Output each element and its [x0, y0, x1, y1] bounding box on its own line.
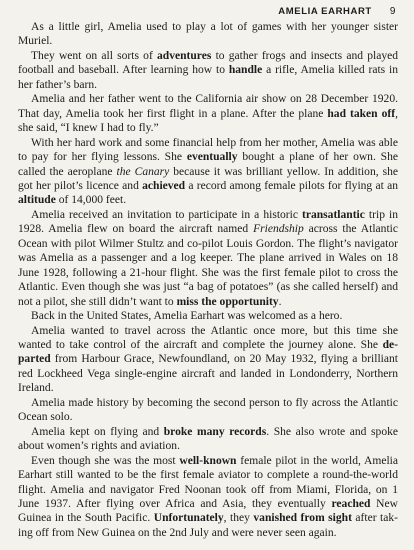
text-run: trip in 1928. Amelia flew on board the aircraft named [18, 208, 398, 236]
text-run: a record among female pilots for flying at an [185, 179, 398, 192]
text-run: to gather frogs and insects and played football and baseball. After learning how to [18, 49, 398, 77]
paragraph [18, 425, 398, 454]
bold-term: adventures [157, 49, 212, 62]
text-run: Amelia made history by becoming the second person to fly across the Atlantic Ocean solo. [18, 396, 398, 424]
text-run: As a little girl, Amelia used to play a lot of games with her younger sister Muriel. [18, 21, 398, 48]
paragraph [18, 324, 398, 396]
italic-name: Friendship [253, 223, 304, 236]
text-run: Amelia received an invitation to participate in a historic [31, 208, 303, 221]
bold-term: eventually [186, 151, 238, 164]
italic-name: the Canary [116, 165, 170, 178]
bold-term: handle [228, 64, 263, 77]
bold-term: altitude [18, 194, 56, 207]
paragraph [18, 454, 398, 541]
bold-term: achieved [142, 179, 186, 192]
text-run: , they [223, 512, 254, 525]
bold-term: had taken off [327, 107, 396, 120]
text-run: after taking off from New Guinea on the 2nd July and were never seen again. [18, 512, 399, 539]
chapter-title: AMELIA EARHART [278, 6, 372, 17]
text-run: They went on all sorts of [31, 49, 158, 62]
paragraph [18, 136, 398, 208]
text-run: across the Atlantic Ocean with pilot Wilmer Stultz and co-pilot Louis Gordon. The flight’s navigator was Amelia as a passenger and a log keeper. The plane arrived in Wales on 18 June 1928, following a 21-hour flight. She was the first female pilot to cross the Atlantic. Even though she was just “a bag of potatoes” (as she called herself) and not a pilot, she still didn’t want to [18, 223, 398, 308]
bold-term: well-known [179, 454, 237, 467]
paragraph [18, 49, 398, 92]
text-run: because it was brilliant yellow. In addition, she got her pilot’s licence and [18, 165, 398, 192]
paragraph [18, 309, 398, 323]
bold-term: broke many records [163, 425, 267, 438]
bold-term: transatlantic [302, 208, 365, 221]
text-run: , she said, “I knew I had to fly.” [18, 107, 398, 135]
text-run: . [278, 295, 282, 308]
text-run: a rifle, Amelia killed rats in her father’s barn. [18, 64, 398, 91]
running-header [18, 4, 396, 20]
text-run: female pilot in the world, Amelia Earhart still wanted to be the first female aviator to complete a round-the-world flight. Amelia and navigator Fred Noonan took off from Miami, Florida, on 1 June 1937. After flying over Africa and Asia, they eventually [18, 454, 398, 510]
text-run: Amelia kept on flying and [31, 425, 164, 438]
body-text [18, 20, 398, 540]
text-run: New Guinea in the South Pacific. [18, 497, 398, 525]
bold-term: reached [331, 497, 371, 510]
text-run: Amelia and her father went to the California air show on 28 December 1920. That day, Amelia took her first flight in a plane. After the plane [18, 93, 398, 120]
bold-term: departed [18, 338, 398, 366]
text-run: of 14,000 feet. [55, 194, 127, 207]
text-run: bought a plane of her own. She called the aeroplane [18, 151, 398, 178]
page-number: 9 [389, 6, 396, 17]
text-run: from Harbour Grace, Newfoundland, on 20 May 1932, flying a brilliant red Lockheed Vega single-engine aircraft and landed in Londonderry, Northern Ireland. [18, 353, 398, 395]
bold-term: vanished from sight [253, 512, 352, 525]
text-run: . She also wrote and spoke about women’s rights and aviation. [18, 425, 399, 453]
text-run: Amelia wanted to travel across the Atlantic once more, but this time she wanted to take control of the aircraft and complete the journey alone. She [18, 324, 398, 351]
bold-term: miss the opportunity [176, 295, 279, 308]
text-run: With her hard work and some financial help from her mother, Amelia was able to pay for her flying lessons. She [18, 136, 398, 164]
paragraph [18, 208, 398, 309]
paragraph [18, 92, 398, 135]
bold-term: Unfortunately [153, 512, 224, 525]
text-run: Even though she was the most [31, 454, 180, 467]
paragraph [18, 396, 398, 425]
text-run: Back in the United States, Amelia Earhart was welcomed as a hero. [31, 310, 343, 323]
paragraph [18, 20, 398, 49]
